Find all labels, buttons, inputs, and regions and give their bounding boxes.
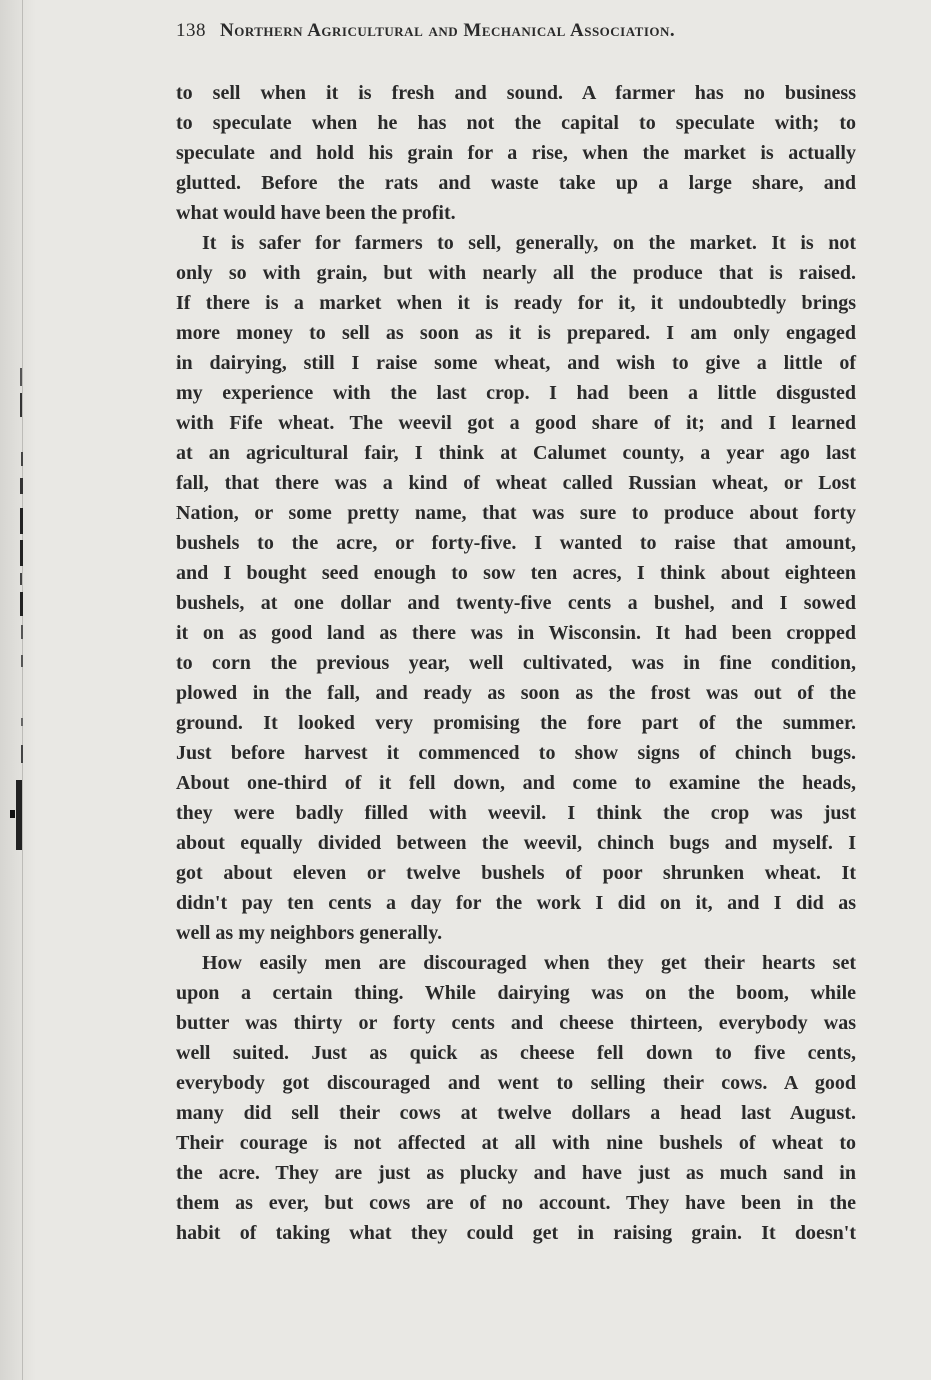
text-line: It is safer for farmers to sell, generally, on the market. It is not bbox=[202, 232, 856, 254]
text-line: bushels to the acre, or forty-five. I wanted to raise that amount, bbox=[176, 532, 856, 554]
text-line: many did sell their cows at twelve dollars a head last August. bbox=[176, 1102, 856, 1124]
margin-ink-marks bbox=[0, 0, 40, 1380]
text-line: about equally divided between the weevil, chinch bugs and myself. I bbox=[176, 832, 856, 854]
text-line: what would have been the profit. bbox=[176, 202, 456, 224]
text-line: with Fife wheat. The weevil got a good share of it; and I learned bbox=[176, 412, 856, 434]
text-line: in dairying, still I raise some wheat, and wish to give a little of bbox=[176, 352, 856, 374]
text-line: Just before harvest it commenced to show signs of chinch bugs. bbox=[176, 742, 856, 764]
text-line: well suited. Just as quick as cheese fell down to five cents, bbox=[176, 1042, 856, 1064]
text-line: ground. It looked very promising the fore part of the summer. bbox=[176, 712, 856, 734]
text-line: they were badly filled with weevil. I think the crop was just bbox=[176, 802, 856, 824]
running-title: Northern Agricultural and Mechanical Association. bbox=[220, 20, 676, 41]
text-line: them as ever, but cows are of no account. They have been in the bbox=[176, 1192, 856, 1214]
text-line: to sell when it is fresh and sound. A farmer has no business bbox=[176, 82, 856, 104]
text-line: habit of taking what they could get in raising grain. It doesn't bbox=[176, 1222, 856, 1244]
text-line: got about eleven or twelve bushels of poor shrunken wheat. It bbox=[176, 862, 856, 884]
text-line: well as my neighbors generally. bbox=[176, 922, 443, 944]
text-line: fall, that there was a kind of wheat called Russian wheat, or Lost bbox=[176, 472, 856, 494]
text-line: About one-third of it fell down, and come to examine the heads, bbox=[176, 772, 856, 794]
text-line: everybody got discouraged and went to selling their cows. A good bbox=[176, 1072, 856, 1094]
text-line: butter was thirty or forty cents and cheese thirteen, everybody was bbox=[176, 1012, 856, 1034]
page-number: 138 bbox=[176, 20, 206, 41]
text-line: more money to sell as soon as it is prepared. I am only engaged bbox=[176, 322, 856, 344]
body-text bbox=[176, 78, 856, 1248]
text-line: Nation, or some pretty name, that was sure to produce about forty bbox=[176, 502, 856, 524]
text-line: only so with grain, but with nearly all the produce that is raised. bbox=[176, 262, 856, 284]
text-line: the acre. They are just as plucky and have just as much sand in bbox=[176, 1162, 856, 1184]
text-line: my experience with the last crop. I had been a little disgusted bbox=[176, 382, 856, 404]
text-line: If there is a market when it is ready for it, it undoubtedly brings bbox=[176, 292, 856, 314]
running-header bbox=[176, 20, 836, 42]
text-line: speculate and hold his grain for a rise, when the market is actually bbox=[176, 142, 856, 164]
text-line: to corn the previous year, well cultivated, was in fine condition, bbox=[176, 652, 856, 674]
text-line: didn't pay ten cents a day for the work I did on it, and I did as bbox=[176, 892, 856, 914]
text-line: upon a certain thing. While dairying was on the boom, while bbox=[176, 982, 856, 1004]
text-line: glutted. Before the rats and waste take up a large share, and bbox=[176, 172, 856, 194]
text-line: it on as good land as there was in Wisconsin. It had been cropped bbox=[176, 622, 856, 644]
text-line: bushels, at one dollar and twenty-five cents a bushel, and I sowed bbox=[176, 592, 856, 614]
text-line: plowed in the fall, and ready as soon as the frost was out of the bbox=[176, 682, 856, 704]
text-line: Their courage is not affected at all with nine bushels of wheat to bbox=[176, 1132, 856, 1154]
text-line: and I bought seed enough to sow ten acres, I think about eighteen bbox=[176, 562, 856, 584]
text-line: How easily men are discouraged when they get their hearts set bbox=[202, 952, 856, 974]
text-line: to speculate when he has not the capital to speculate with; to bbox=[176, 112, 856, 134]
text-line: at an agricultural fair, I think at Calumet county, a year ago last bbox=[176, 442, 856, 464]
